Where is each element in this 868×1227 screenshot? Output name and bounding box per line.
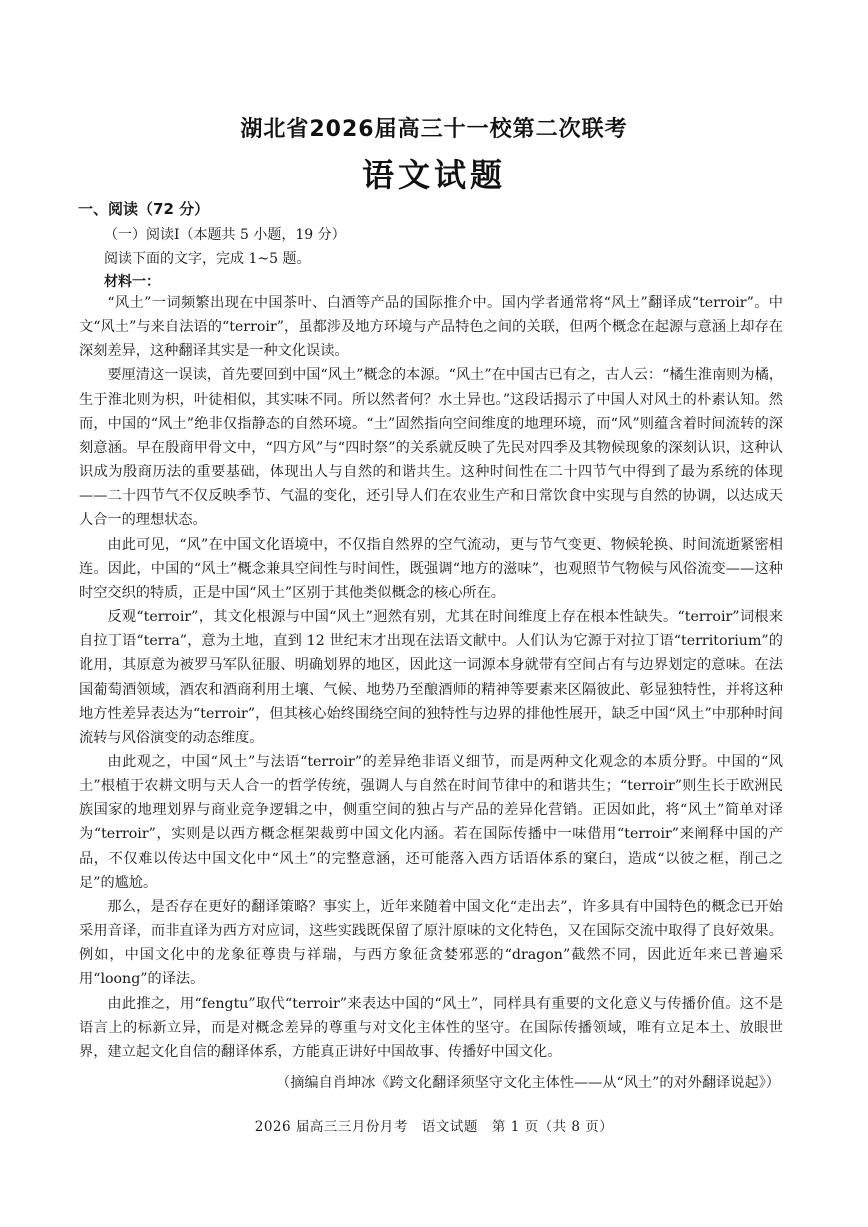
paragraph-5: 由此观之，中国“风土”与法语“terroir”的差异绝非语义细节，而是两种文化观念的本质分野。中国的“风土”根植于农耕文明与天人合一的哲学传统，强调人与自然在时间节律中的和谐共生；“terroir”则生长于欧洲民族国家的地理划界与商业竞争逻辑之中，侧重空间的独占与产品的差异化营销。正因如此，将“风土”简单对译为“terroir”，实则是以西方概念框架裁剪中国文化内涵。若在国际传播中一味借用“terroir”来阐释中国的产品，不仅难以传达中国文化中“风土”的完整意涵，还可能落入西方话语体系的窠臼，造成“以彼之框，削己之足”的尴尬。 — [79, 753, 783, 891]
passage-body — [79, 291, 783, 1064]
paragraph-4: 反观“terroir”，其文化根源与中国“风土”迥然有别，尤其在时间维度上存在根本性缺失。“terroir”词根来自拉丁语“terra”，意为土地，直到 12 世纪末才出现在法语文献中。人们认为它源于对拉丁语“territorium”的讹用，其原意为被罗马军队征服、明确划界的地区，因此这一词源本身就带有空间占有与边界划定的意味。在法国葡萄酒领域，酒农和酒商利用土壤、气候、地势乃至酿酒师的精神等要素来区隔彼此、彰显独特性，并将这种地方性差异表达为“terroir”，但其核心始终围绕空间的独特性与边界的排他性展开，缺乏中国“风土”中那种时间流转与风俗演变的动态维度。 — [79, 609, 783, 746]
paragraph-2: 要厘清这一误读，首先要回到中国“风土”概念的本源。“风土”在中国古已有之，古人云：“橘生淮南则为橘，生于淮北则为枳，叶徒相似，其实味不同。所以然者何？水土异也。”这段话揭示了中国人对风土的朴素认知。然而，中国的“风土”绝非仅指静态的自然环境。“土”固然指向空间维度的地理环境，而“风”则蕴含着时间流转的深刻意涵。早在殷商甲骨文中，“四方风”与“四时祭”的关系就反映了先民对四季及其物候现象的深刻认识，这种认识成为殷商历法的重要基础，体现出人与自然的和谐共生。这种时间性在二十四节气中得到了最为系统的体现——二十四节气不仅反映季节、气温的变化，还引导人们在农业生产和日常饮食中实现与自然的协调，以达成天人合一的理想状态。 — [79, 367, 783, 529]
paragraph-7: 由此推之，用“fengtu”取代“terroir”来表达中国的“风土”，同样具有重要的文化意义与传播价值。这不是语言上的标新立异，而是对概念差异的尊重与对文化主体性的坚守。在国际传播领域，唯有立足本土、放眼世界，建立起文化自信的翻译体系，方能真正讲好中国故事、传播好中国文化。 — [79, 995, 783, 1060]
subject-title: 语文试题 — [361, 156, 506, 194]
subsection-heading: （一）阅读I（本题共 5 小题，19 分） — [104, 227, 346, 243]
page-footer: 2026 届高三三月份月考 语文试题 第 1 页（共 8 页） — [254, 1119, 614, 1135]
exam-title: 湖北省2026届高三十一校第二次联考 — [240, 117, 628, 142]
material-label: 材料一： — [104, 274, 160, 290]
paragraph-6: 那么，是否存在更好的翻译策略？事实上，近年来随着中国文化“走出去”，许多具有中国特色的概念已开始采用音译，而非直译为西方对应词，这些实践既保留了原汁原味的文化特色，又在国际交流中取得了良好效果。例如，中国文化中的龙象征尊贵与祥瑞，与西方象征贪婪邪恶的“dragon”截然不同，因此近年来已普遍采用“loong”的译法。 — [79, 898, 783, 988]
source-citation: （摘编自肖坤冰《跨文化翻译须坚守文化主体性——从“风土”的对外翻译说起》） — [276, 1075, 780, 1091]
paragraph-1: “风土”一词频繁出现在中国茶叶、白酒等产品的国际推介中。国内学者通常将“风土”翻译成“terroir”。中文“风土”与来自法语的“terroir”，虽都涉及地方环境与产品特色之间的关联，但两个概念在起源与意涵上却存在深刻差异，这种翻译其实是一种文化误读。 — [79, 295, 783, 360]
section-heading: 一、阅读（72 分） — [78, 200, 210, 218]
paragraph-3: 由此可见，“风”在中国文化语境中，不仅指自然界的空气流动，更与节气变更、物候轮换、时间流逝紧密相连。因此，中国的“风土”概念兼具空间性与时间性，既强调“地方的滋味”，也观照节气物候与风俗流变——这种时空交织的特质，正是中国“风土”区别于其他类似概念的核心所在。 — [79, 536, 783, 601]
instruction-text: 阅读下面的文字，完成 1~5 题。 — [104, 251, 311, 267]
